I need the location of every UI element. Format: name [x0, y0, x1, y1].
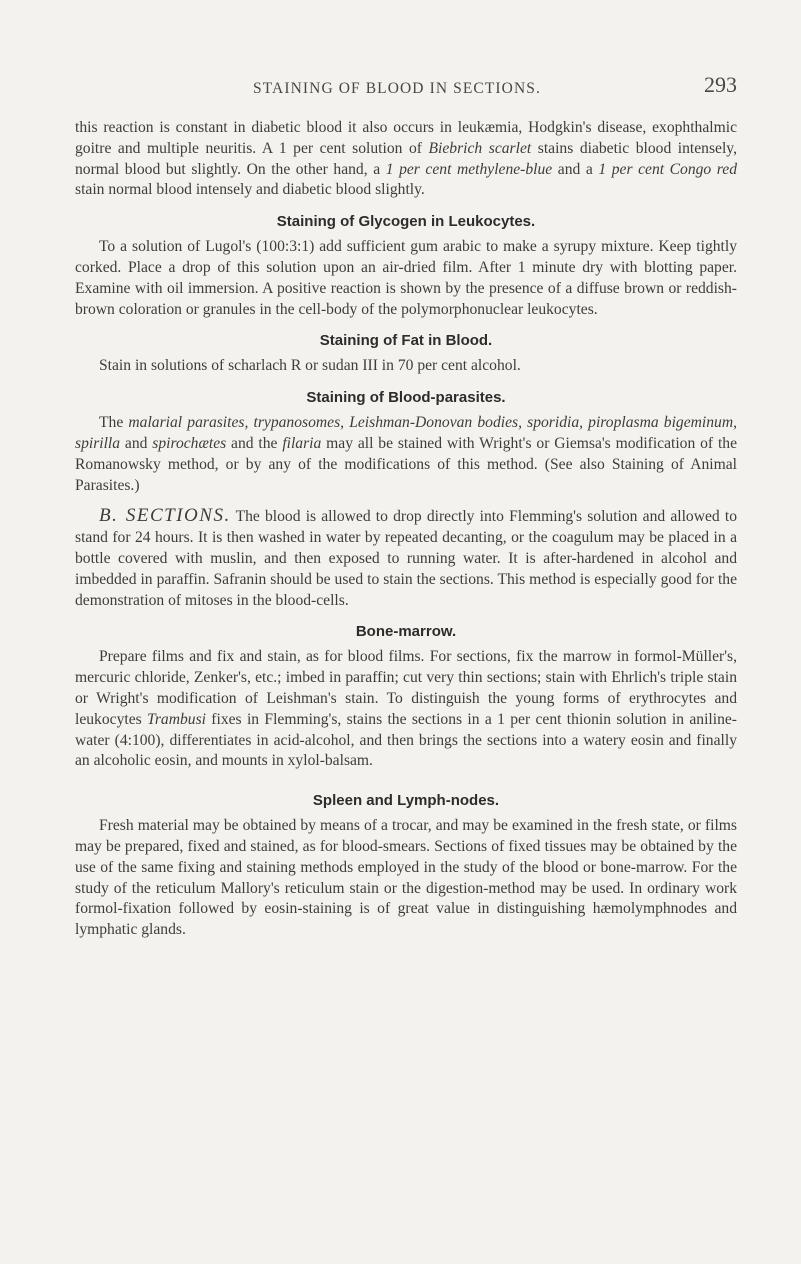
- marrow-heading: Bone-marrow.: [355, 623, 457, 641]
- glycogen-paragraph: To a solution of Lugol's (100:3:1) add sufficient gum arabic to make a syrupy mixture. Keep tightly corked. Place a drop of this solution upon an air-dried film. After 1 minute dry with blotting paper. Examine with oil immersion. A positive reaction is shown by the presence of a diffuse brown or reddish-brown coloration or granules in the cell-body of the polymorphonuclear leukocytes.: [75, 238, 737, 318]
- spleen-paragraph: Fresh material may be obtained by means of a trocar, and may be examined in the fresh state, or films may be prepared, fixed and stained, as for blood-smears. Sections of fixed tissues may be obtained by the use of the same fixing and staining methods employed in the study of the blood or bone-marrow. For the study of the reticulum Mallory's reticulum stain or the digestion-method may be used. In ordinary work formol-fixation followed by eosin-staining is of great value in distinguishing hæmolymphnodes and lymphatic glands.: [75, 817, 737, 939]
- biebrich-scarlet-term: Biebrich scarlet: [428, 139, 532, 157]
- trambusi-term: Trambusi: [147, 710, 206, 728]
- running-title: STAINING OF BLOOD IN SECTIONS.: [253, 80, 541, 97]
- intro-paragraph: this reaction is constant in diabetic blood it also occurs in leukæmia, Hodgkin's disease, exophthalmic goitre and multiple neuritis. A 1 per cent solution of Biebrich scarlet stains diabetic blood intensely, normal blood but slightly. On the other hand, a 1 per cent methylene-blue and a 1 per cent Congo red stain normal blood intensely and diabetic blood slightly.: [75, 119, 738, 199]
- spirochaetes-term: spirochætes: [152, 434, 227, 452]
- sections-label: B. SECTIONS.: [99, 505, 231, 527]
- fat-heading: Staining of Fat in Blood.: [319, 332, 493, 350]
- parasites-paragraph: The malarial parasites, trypanosomes, Leishman-Donovan bodies, sporidia, piroplasma bigeminum, spirilla and spirochætes and the filaria may all be stained with Wright's or Giemsa's modification of the Romanowsky method, or by any of the modifications of this method. (See also Staining of Animal Parasites.): [75, 414, 738, 494]
- running-head: [75, 72, 737, 106]
- methylene-blue-term: 1 per cent methylene-blue: [385, 160, 553, 178]
- glycogen-heading: Staining of Glycogen in Leukocytes.: [276, 213, 536, 231]
- parasites-heading: Staining of Blood-parasites.: [306, 389, 506, 407]
- fat-paragraph: Stain in solutions of scharlach R or sudan III in 70 per cent alcohol.: [99, 357, 521, 375]
- marrow-paragraph: Prepare films and fix and stain, as for blood films. For sections, fix the marrow in formol-Müller's, mercuric chloride, Zenker's, etc.; imbed in paraffin; cut very thin sections; stain with Ehrlich's triple stain or Wright's modification of Leishman's stain. To distinguish the young forms of erythrocytes and leukocytes Trambusi fixes in Flemming's, stains the sections in a 1 per cent thionin solution in aniline-water (4:100), differentiates in acid-alcohol, and then brings the sections into a watery eosin and finally an alcoholic eosin, and mounts in xylol-balsam.: [75, 648, 737, 770]
- congo-red-term: 1 per cent Congo red: [598, 160, 738, 178]
- sections-paragraph: B. SECTIONS. The blood is allowed to drop directly into Flemming's solution and allowed to stand for 24 hours. It is then washed in water by repeated decanting, or the coagulum may be placed in a bottle covered with muslin, and then exposed to running water. It is after-hardened in alcohol and imbedded in paraffin. Safranin should be used to stain the sections. This method is especially good for the demonstration of mitoses in the blood-cells.: [75, 505, 737, 609]
- book-page: [75, 72, 738, 941]
- parasite-list-term: malarial parasites, trypanosomes, Leishman-Donovan bodies, sporidia, piroplasma bigeminum, spirilla: [75, 414, 737, 452]
- page-number: 293: [704, 72, 737, 97]
- spleen-heading: Spleen and Lymph-nodes.: [312, 792, 500, 810]
- filaria-term: filaria: [282, 434, 322, 452]
